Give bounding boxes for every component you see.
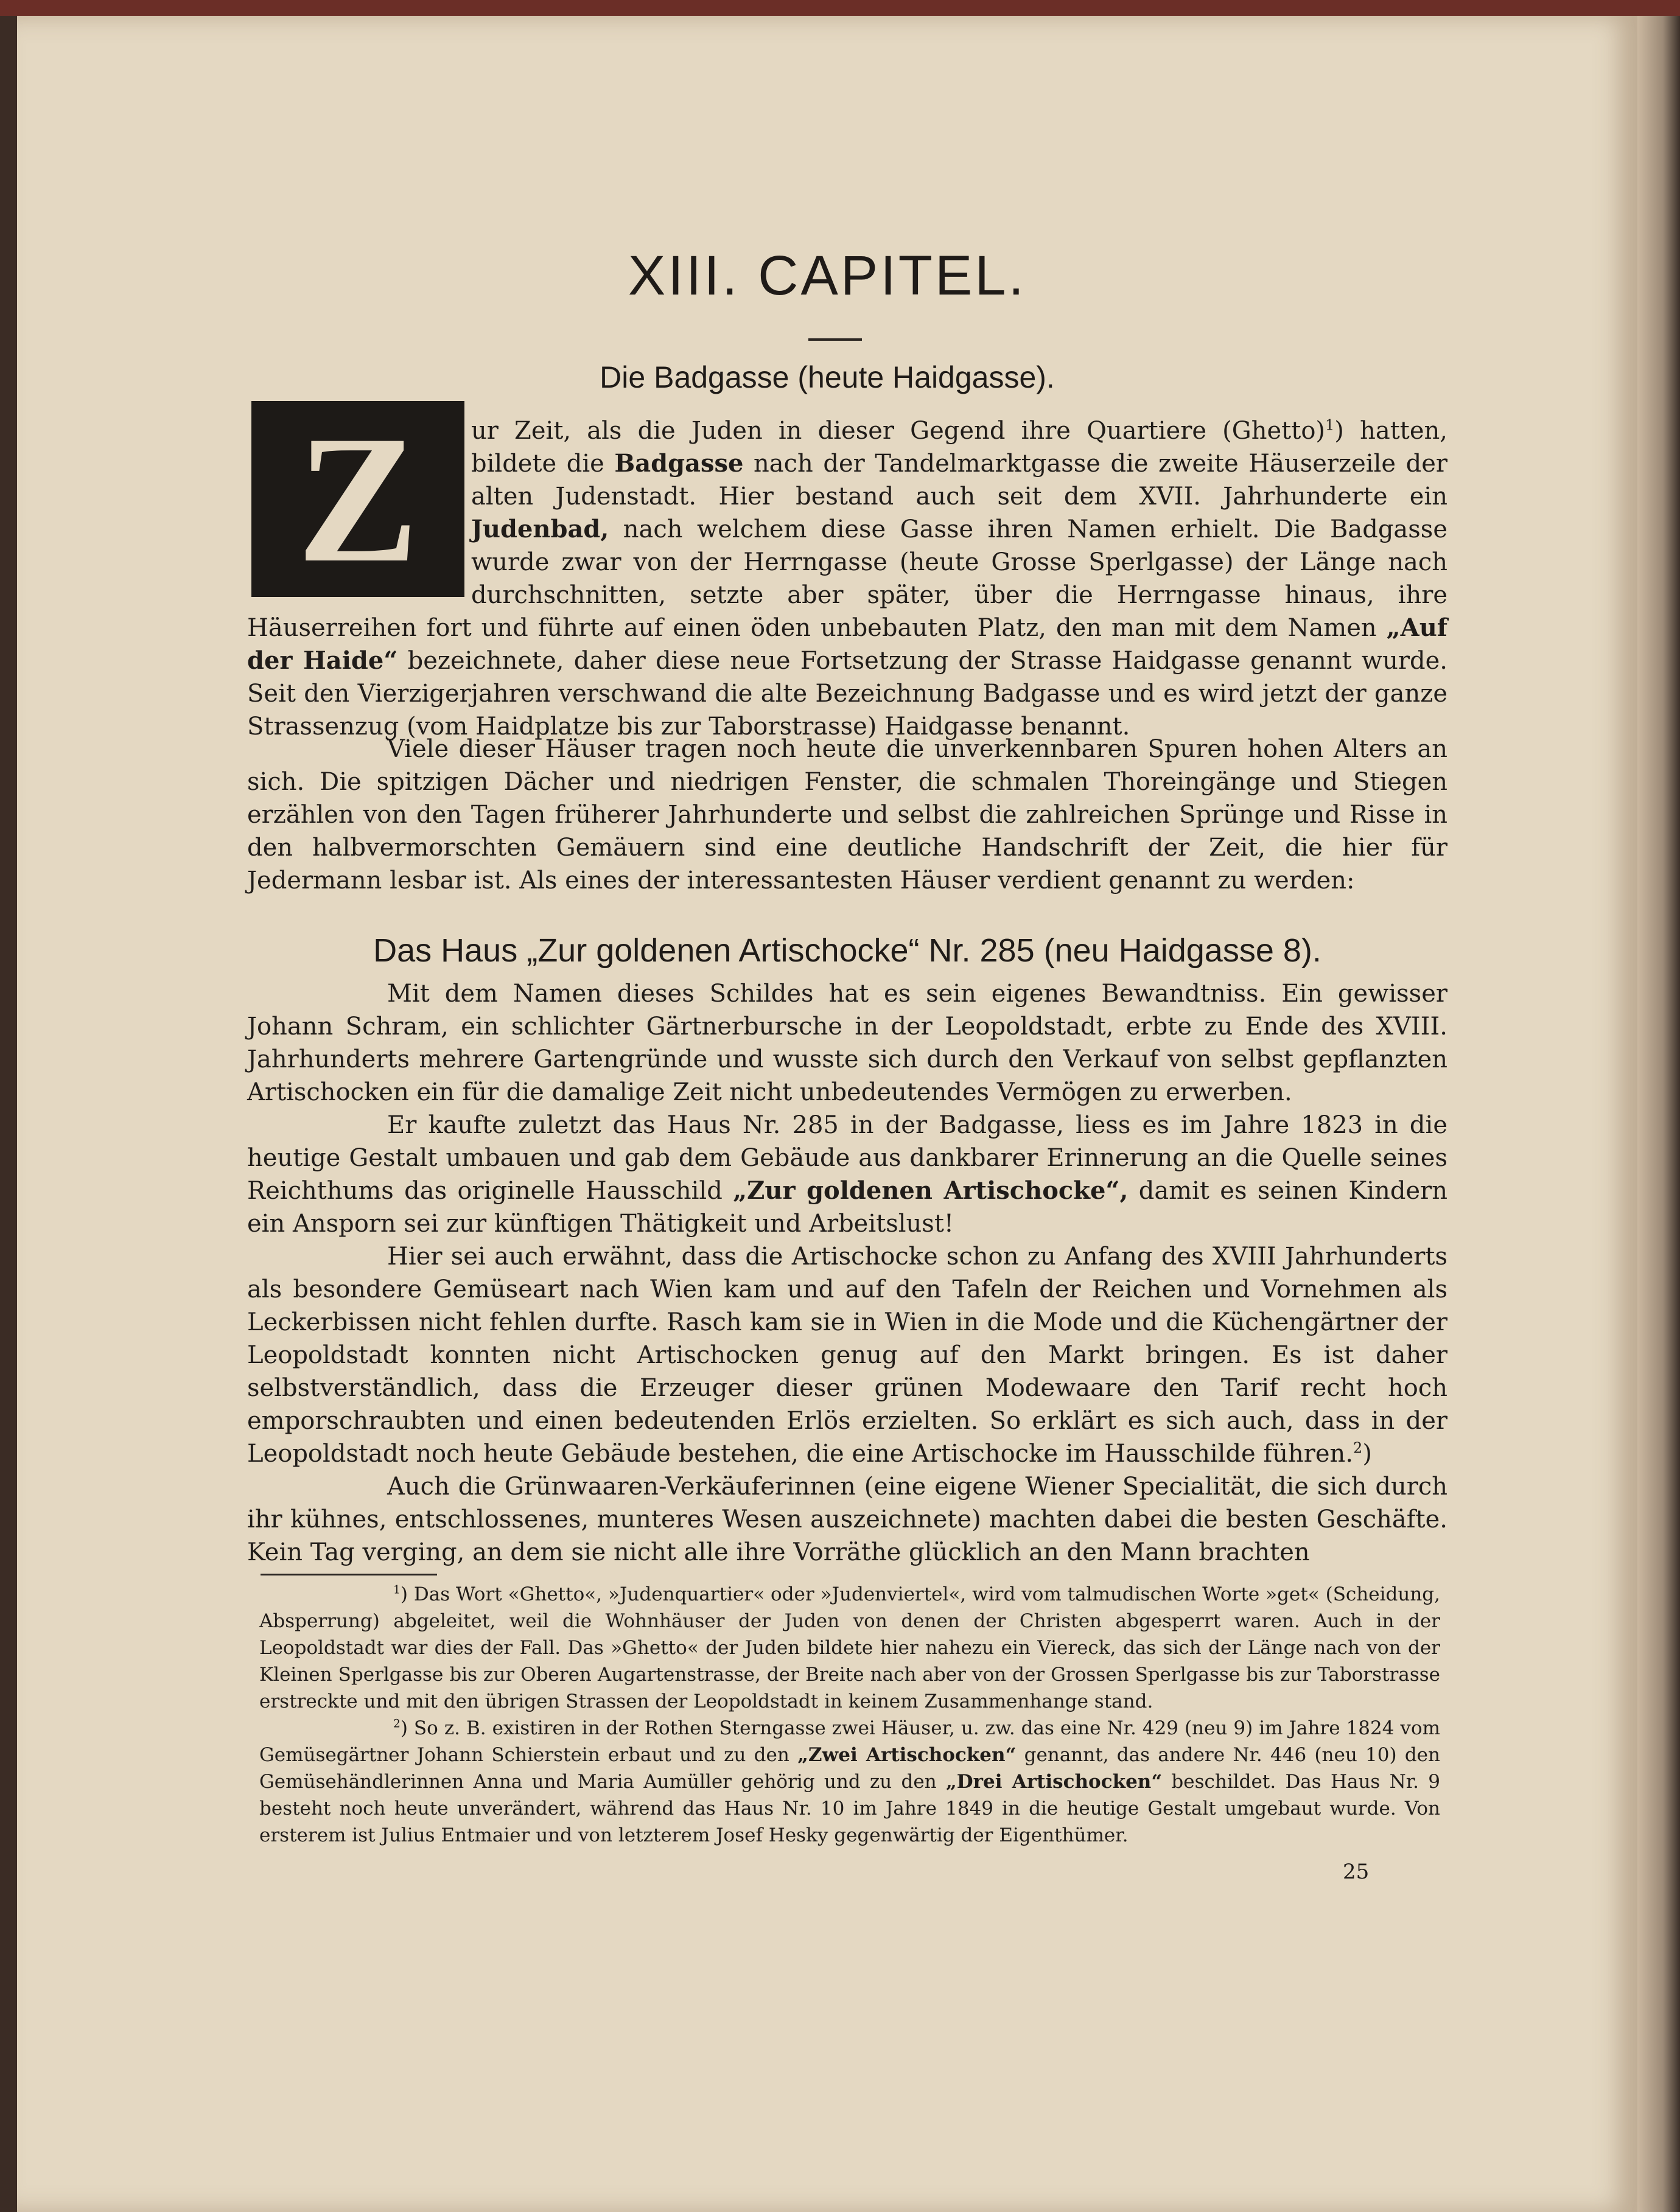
- p1-text-b: ) hatten, bildete die: [471, 417, 1447, 478]
- paragraph-3: Mit dem Namen dieses Schildes hat es sein eigenes Bewandtniss. Ein gewisser Johann Schram, ein schlichter Gärtnerbursche in der Leopoldstadt, erbte zu Ende des XVIII. Jahrhunderts mehrere Gartengründe und wusste sich durch den Verkauf von selbst gepflanzten Artischocken ein für die damalige Zeit nicht unbedeutendes Vermögen zu erwerben.: [247, 980, 1447, 1106]
- p1-text-f: nach welchem diese Gasse ihren Namen erhielt. Die Badgasse wurde zwar von der Herrngasse (heute Grosse Sperlgasse) der Länge nach durchschnitten, setzte aber später, über die Herrngasse hinaus, ihre Häuserreihen fort und führte auf einen öden unbebauten Platz, den man mit dem Namen: [247, 515, 1447, 642]
- book-cover-band: [0, 0, 1680, 16]
- footnote-1: [259, 1581, 1440, 1715]
- footnote-2-text-c: genannt, das andere Nr. 446 (neu 10) den Gemüsehändlerinnen Anna und Maria Aumüller gehörig und zu den: [259, 1744, 1440, 1793]
- footnote-2-text-a: ) So z. B. existiren in der Rothen Sterngasse zwei Häuser, u. zw. das eine Nr. 429 (neu 9) im Jahre 1824 vom Gemüsegärtner Johann Schierstein erbaut und zu den: [259, 1717, 1440, 1766]
- footnote-ref-1: 1: [1325, 416, 1335, 434]
- page-edges: [1637, 16, 1680, 2212]
- p4-text-c: damit es seinen Kindern ein Ansporn sei zur künftigen Thätigkeit und Arbeitslust!: [247, 1177, 1447, 1238]
- p5-text-a: Hier sei auch erwähnt, dass die Artischocke schon zu Anfang des XVIII Jahrhunderts als besondere Gemüseart nach Wien kam und auf den Tafeln der Reichen und Vornehmen als Leckerbissen nicht fehlen durfte. Rasch kam sie in Wien in die Mode und die Küchengärtner der Leopoldstadt konnten nicht Artischocken genug auf den Markt bringen. Es ist daher selbstverständlich, dass die Erzeuger dieser grünen Modewaare den Tarif recht hoch emporschraubten und einen bedeutenden Erlös erzielten. So erklärt es sich auch, dass in der Leopoldstadt noch heute Gebäude bestehen, die eine Artischocke im Hausschilde führen.: [247, 1243, 1447, 1468]
- paragraph-2: Viele dieser Häuser tragen noch heute die unverkennbaren Spuren hohen Alters an sich. Die spitzigen Dächer und niedrigen Fenster, die schmalen Thoreingänge und Stiegen erzählen von den Tagen früherer Jahrhunderte und selbst die zahlreichen Sprünge und Risse in den halbvermorschten Gemäuern sind eine deutliche Handschrift der Zeit, die hier für Jedermann lesbar ist. Als eines der interessantesten Häuser verdient genannt zu werden:: [247, 735, 1447, 895]
- footnote-2-fraktur-zwei: „Zwei Artischocken“: [797, 1744, 1017, 1766]
- chapter-title: XIII. CAPITEL.: [628, 245, 1027, 307]
- p1-text-a: ur Zeit, als die Juden in dieser Gegend ihre Quartiere (Ghetto): [471, 417, 1326, 445]
- footnote-2-fraktur-drei: „Drei Artischocken“: [945, 1771, 1163, 1793]
- p1-fraktur-haide: „Auf der Haide“: [247, 613, 1447, 675]
- p5-text-b: ): [1362, 1440, 1372, 1468]
- footnote-rule: [261, 1574, 437, 1575]
- section-title: Die Badgasse (heute Haidgasse).: [600, 360, 1055, 394]
- footnote-2-text-e: beschildet. Das Haus Nr. 9 besteht noch heute unverändert, während das Haus Nr. 10 im Jahre 1849 in die heutige Gestalt umgebaut wurde. Von ersterem ist Julius Entmaier und von letzterem Josef Hesky gegenwärtig der Eigenthümer.: [259, 1771, 1440, 1846]
- subheading: Das Haus „Zur goldenen Artischocke“ Nr. 285 (neu Haidgasse 8).: [373, 932, 1321, 969]
- footnote-1-number: 1: [393, 1583, 401, 1597]
- footnote-1-text: ) Das Wort «Ghetto«, »Judenquartier« oder »Judenviertel«, wird vom talmudischen Worte »get« (Scheidung, Absperrung) abgeleitet, weil die Wohnhäuser der Juden von denen der Christen abgesperrt waren. Auch in der Leopoldstadt war dies der Fall. Das »Ghetto« der Juden bildete hier nahezu ein Viereck, das sich der Länge nach von der Kleinen Sperlgasse bis zur Oberen Augartenstrasse, der Breite nach aber von der Grossen Sperlgasse bis zur Taborstrasse erstreckte und mit den übrigen Strassen der Leopoldstadt in keinem Zusammenhange stand.: [259, 1583, 1440, 1712]
- book-page: [17, 16, 1637, 2212]
- p1-text-h: bezeichnete, daher diese neue Fortsetzung der Strasse Haidgasse genannt wurde. Seit den Vierzigerjahren verschwand die alte Bezeichnung Badgasse und es wird jetzt der ganze Strassenzug (vom Haidplatze bis zur Taborstrasse) Haidgasse benannt.: [247, 647, 1448, 741]
- paragraph-4: [247, 1109, 1447, 1240]
- paragraph-1: [247, 414, 1447, 743]
- p4-text-a: Er kaufte zuletzt das Haus Nr. 285 in der Badgasse, liess es im Jahre 1823 in die heutige Gestalt umbauen und gab dem Gebäude aus dankbarer Erinnerung an die Quelle seines Reichthums das originelle Hausschild: [247, 1111, 1447, 1205]
- title-rule: [808, 338, 862, 341]
- footnote-2: [259, 1715, 1440, 1849]
- book-spine: [0, 0, 17, 2212]
- body-block: [247, 977, 1447, 1569]
- paragraph-6: Auch die Grünwaaren-Verkäuferinnen (eine eigene Wiener Specialität, die sich durch ihr kühnes, entschlossenes, munteres Wesen auszeichnete) machten dabei die besten Geschäfte. Kein Tag verging, an dem sie nicht alle ihre Vorräthe glücklich an den Mann brachten: [247, 1473, 1447, 1566]
- p1-fraktur-badgasse: Badgasse: [614, 449, 744, 478]
- paragraph-5: [247, 1240, 1447, 1470]
- footnote-2-number: 2: [393, 1717, 401, 1731]
- page-number: 25: [1343, 1860, 1370, 1884]
- p1-text-d: nach der Tandelmarktgasse die zweite Häuserzeile der alten Judenstadt. Hier bestand auch seit dem XVII. Jahrhunderte ein: [471, 450, 1448, 511]
- p4-fraktur-artischocke: „Zur goldenen Artischocke“,: [733, 1176, 1129, 1205]
- footnotes: [259, 1581, 1440, 1849]
- initial-letter: Z: [296, 397, 419, 600]
- footnote-ref-2: 2: [1353, 1439, 1363, 1457]
- p1-fraktur-judenbad: Judenbad,: [471, 515, 609, 543]
- paragraph-2-block: [247, 733, 1447, 897]
